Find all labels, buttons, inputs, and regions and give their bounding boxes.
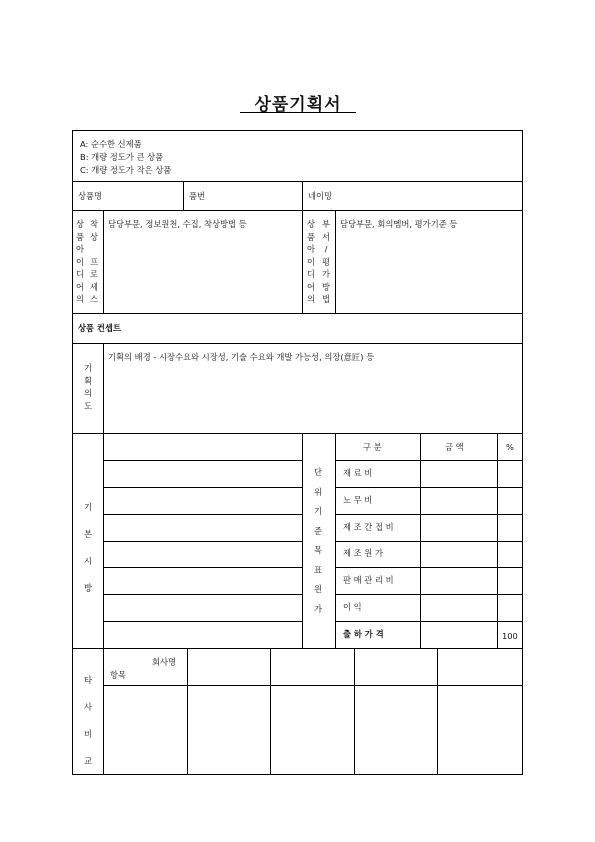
label-char: 상	[75, 219, 84, 229]
label-char: 도	[83, 400, 92, 411]
label-char: 원	[313, 584, 322, 594]
label-char: 교	[83, 756, 92, 766]
label-char: 스	[89, 294, 98, 304]
title-underline	[240, 112, 356, 113]
divider	[103, 210, 104, 313]
label-char: 의	[75, 294, 84, 304]
cost-row-label: 출 하 가 격	[343, 629, 384, 640]
label-char: 이	[306, 256, 315, 267]
divider	[72, 433, 523, 434]
label-char: /	[324, 244, 328, 254]
label-char: 의	[83, 388, 92, 398]
label-char: 디	[75, 269, 84, 279]
label-char: 품	[75, 231, 84, 242]
label-char: 기	[83, 363, 92, 373]
product-name-label: 상품명	[78, 191, 103, 201]
divider	[437, 648, 438, 775]
classification-a: A: 순수한 신제품	[80, 139, 142, 149]
divider	[103, 621, 302, 622]
label-char: 본	[83, 529, 92, 539]
label-char: 세	[89, 281, 98, 292]
divider	[72, 210, 523, 211]
divider	[103, 541, 302, 542]
divider	[103, 648, 104, 775]
label-char: 어	[75, 281, 84, 292]
spec-label	[80, 494, 96, 602]
divider	[103, 567, 302, 568]
label-char: 부	[321, 219, 330, 229]
compare-label	[80, 667, 96, 775]
label-char: 기	[313, 506, 322, 516]
label-char: 단	[313, 467, 322, 477]
label-char: 기	[83, 502, 92, 512]
divider	[72, 343, 523, 344]
intent-text: 기획의 배경 - 시장수요와 시장성, 기술 수요와 개발 가능성, 의장(意匠) 등	[108, 352, 375, 362]
divider	[187, 648, 188, 775]
label-char: 의	[306, 294, 315, 304]
total-percent: 100	[502, 631, 518, 641]
label-char: 이	[75, 256, 84, 267]
label-char: 방	[83, 583, 92, 593]
concept-label: 상품 컨셉트	[78, 323, 121, 333]
divider	[103, 514, 302, 515]
divider	[302, 433, 303, 648]
cost-row-label: 제 조 원 가	[343, 548, 383, 559]
intent-label	[80, 362, 96, 412]
header-percent: %	[506, 442, 514, 452]
divider	[302, 210, 303, 313]
label-char: 위	[313, 486, 322, 497]
label-char: 타	[83, 675, 92, 685]
divider	[103, 460, 302, 461]
label-char: 프	[89, 256, 98, 267]
evaluation-label-col2	[320, 218, 332, 306]
divider	[103, 343, 104, 433]
label-char: 상	[306, 219, 315, 229]
label-char: 비	[83, 729, 92, 739]
label-char: 표	[313, 564, 322, 575]
label-char: 준	[313, 525, 322, 536]
divider	[335, 621, 523, 622]
cost-row-label: 이 익	[343, 602, 362, 613]
label-char: 서	[321, 231, 330, 242]
label-char: 사	[83, 702, 92, 712]
naming-label: 네이밍	[308, 191, 333, 201]
divider	[270, 648, 271, 775]
process-right-text: 담당부문, 회의멤버, 평가기준 등	[340, 219, 458, 229]
divider	[335, 541, 523, 542]
cost-row-label: 재 료 비	[343, 467, 373, 478]
label-char: 목	[313, 545, 322, 555]
divider	[335, 514, 523, 515]
header-category: 구 분	[363, 442, 382, 452]
label-char: 시	[83, 556, 92, 566]
divider	[335, 594, 523, 595]
evaluation-label-col1	[305, 218, 317, 306]
divider	[103, 685, 523, 686]
divider	[72, 313, 523, 314]
divider	[103, 487, 302, 488]
process-label-col2	[88, 218, 100, 306]
divider	[72, 181, 523, 182]
company-label: 회사명	[152, 657, 177, 667]
divider	[183, 181, 184, 210]
cost-label	[310, 463, 326, 619]
label-char: 디	[306, 269, 315, 279]
label-char: 상	[89, 231, 98, 242]
item-label: 항목	[110, 670, 127, 680]
page-title: 상품기획서	[254, 95, 342, 115]
item-number-label: 품번	[189, 191, 206, 201]
divider	[335, 210, 336, 313]
divider	[335, 460, 523, 461]
process-left-text: 담당부문, 정보원천, 수집, 착상방법 등	[108, 219, 247, 229]
divider	[354, 648, 355, 775]
divider	[335, 567, 523, 568]
label-char: 로	[89, 269, 98, 279]
label-char: 어	[306, 281, 315, 292]
label-char: 품	[306, 231, 315, 242]
classification-b: B: 개량 정도가 큰 상품	[80, 152, 164, 162]
classification-c: C: 개량 정도가 작은 상품	[80, 165, 172, 175]
label-char: 아	[306, 244, 315, 254]
divider	[335, 487, 523, 488]
label-char: 아	[75, 244, 84, 254]
label-char: 방	[321, 281, 330, 292]
label-char: 착	[89, 219, 98, 229]
label-char: 획	[83, 375, 92, 386]
process-label-col1	[74, 218, 86, 306]
label-char: 법	[321, 294, 330, 304]
divider	[72, 648, 523, 649]
divider	[103, 594, 302, 595]
label-char: 가	[321, 269, 330, 279]
cost-row-label: 노 무 비	[343, 494, 373, 505]
cost-row-label: 제 조 간 접 비	[343, 521, 394, 532]
label-char	[88, 243, 100, 256]
cost-row-label: 판 매 관 리 비	[343, 575, 394, 586]
divider	[302, 181, 303, 210]
label-char: 가	[313, 603, 322, 614]
label-char: 평	[321, 256, 330, 267]
header-amount: 금 액	[445, 442, 464, 452]
